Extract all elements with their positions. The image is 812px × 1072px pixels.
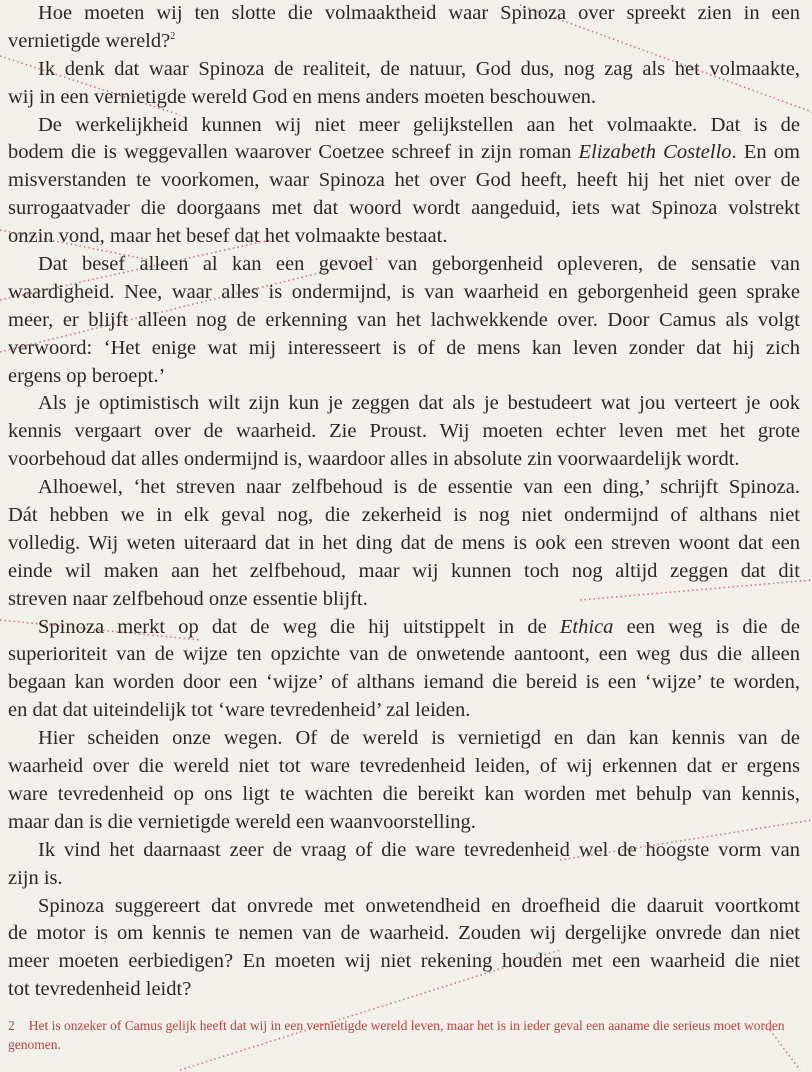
text-segment: misverstanden te voorkomen, waar Spinoza het over God heeft, heeft hij het niet over de bbox=[8, 169, 800, 192]
text-line bbox=[8, 725, 800, 753]
text-segment: maar dan is die vernietigde wereld een waanvoorstelling. bbox=[8, 810, 476, 833]
text-line bbox=[8, 976, 800, 1004]
text-line bbox=[8, 167, 800, 195]
text-line bbox=[8, 809, 800, 837]
text-line bbox=[8, 363, 800, 391]
footnote-text: Het is onzeker of Camus gelijk heeft dat wij in een vernietigde wereld leven, maar het is in ieder geval een aaname die serieus moet worden genomen. bbox=[8, 1018, 785, 1052]
text-line bbox=[8, 586, 800, 614]
text-line bbox=[8, 251, 800, 279]
text-line bbox=[8, 223, 800, 251]
text-segment: streven naar zelfbehoud onze essentie blijft. bbox=[8, 587, 368, 610]
text-segment: De werkelijkheid kunnen wij niet meer gelijkstellen aan het volmaakte. Dat is de bbox=[38, 113, 800, 136]
text-line bbox=[8, 502, 800, 530]
text-segment: Spinoza suggereert dat onvrede met onwetendheid en droefheid die daaruit voortkomt bbox=[38, 894, 800, 917]
text-segment: ware tevredenheid op ons ligt te wachten die bereikt kan worden met behulp van kennis, bbox=[8, 782, 800, 805]
text-segment: de motor is om kennis te nemen van de waarheid. Zouden wij dergelijke onvrede dan niet bbox=[8, 922, 800, 945]
paragraph bbox=[8, 474, 800, 613]
text-line bbox=[8, 390, 800, 418]
footnote-number: 2 bbox=[8, 1018, 15, 1033]
text-segment: Dat besef alleen al kan een gevoel van geborgenheid opleveren, de sensatie van bbox=[38, 253, 800, 276]
paragraph bbox=[8, 56, 800, 112]
text-segment: . En om bbox=[731, 141, 800, 164]
text-segment: Ik denk dat waar Spinoza de realiteit, de natuur, God dus, nog zag als het volmaakte, bbox=[38, 57, 800, 80]
text-line bbox=[8, 530, 800, 558]
paragraph bbox=[8, 614, 800, 726]
paragraph bbox=[8, 390, 800, 474]
text-segment: onzin vond, maar het besef dat het volmaakte bestaat. bbox=[8, 225, 448, 248]
text-line bbox=[8, 697, 800, 725]
text-segment: Spinoza merkt op dat de weg die hij uitstippelt in de bbox=[38, 615, 560, 638]
text-line bbox=[8, 28, 800, 56]
text-segment: waarheid over die wereld niet tot ware tevredenheid leiden, of wij erkennen dat er ergens bbox=[8, 755, 800, 778]
text-line bbox=[8, 753, 800, 781]
paragraph bbox=[8, 893, 800, 1005]
paragraph bbox=[8, 837, 800, 893]
text-segment: tot tevredenheid leidt? bbox=[8, 978, 192, 1001]
paragraph bbox=[8, 0, 800, 56]
text-line bbox=[8, 279, 800, 307]
text-segment: surrogaatvader die doorgaans met dat woord wordt aangeduid, iets wat Spinoza volstrekt bbox=[8, 197, 800, 220]
text-segment: volledig. Wij weten uiteraard dat in het ding dat de mens is ook een streven woont dat een bbox=[8, 531, 800, 554]
text-line bbox=[8, 112, 800, 140]
text-segment: een weg is die de bbox=[613, 615, 801, 638]
text-segment: Dát hebben we in elk geval nog, die zekerheid is nog niet ondermijnd of althans niet bbox=[8, 504, 800, 527]
text-segment: ergens op beroept.’ bbox=[8, 364, 166, 387]
text-segment: en dat dat uiteindelijk tot ‘ware tevredenheid’ zal leiden. bbox=[8, 699, 471, 722]
text-line bbox=[8, 446, 800, 474]
text-line bbox=[8, 614, 800, 642]
text-segment: Hoe moeten wij ten slotte die volmaaktheid waar Spinoza over spreekt zien in een bbox=[38, 2, 800, 24]
text-segment: begaan kan worden door een ‘wijze’ of althans iemand die bereid is een ‘wijze’ te worden, bbox=[8, 671, 800, 694]
text-segment: superioriteit van de wijze ten opzichte van de onwetende aantoont, een weg dus die alleen bbox=[8, 643, 800, 666]
italic-title: Elizabeth Costello bbox=[578, 141, 732, 164]
text-segment: Als je optimistisch wilt zijn kun je zeggen dat als je bestudeert wat jou verteert je ook bbox=[38, 392, 800, 415]
text-segment: zijn is. bbox=[8, 866, 63, 889]
text-line bbox=[8, 307, 800, 335]
footnote bbox=[8, 1016, 788, 1054]
text-segment: vernietigde wereld? bbox=[8, 29, 171, 52]
text-segment: Alhoewel, ‘het streven naar zelfbehoud is de essentie van een ding,’ schrijft Spinoza. bbox=[38, 476, 800, 499]
text-segment: einde wil maken aan het zelfbehoud, maar wij kunnen toch nog altijd zeggen dat dit bbox=[8, 559, 800, 582]
text-line bbox=[8, 837, 800, 865]
text-line bbox=[8, 56, 800, 84]
paragraph bbox=[8, 251, 800, 390]
text-line bbox=[8, 781, 800, 809]
text-segment: meer, er blijft alleen nog de erkenning van het lachwekkende over. Door Camus als volgt bbox=[8, 308, 800, 331]
text-line bbox=[8, 474, 800, 502]
text-line bbox=[8, 865, 800, 893]
text-line bbox=[8, 920, 800, 948]
italic-title: Ethica bbox=[559, 615, 614, 638]
text-line bbox=[8, 335, 800, 363]
text-segment: waardigheid. Nee, waar alles is ondermijnd, is van waarheid en geborgenheid geen sprake bbox=[8, 280, 800, 303]
text-segment: Hier scheiden onze wegen. Of de wereld is vernietigd en dan kan kennis van de bbox=[38, 727, 800, 750]
paragraph bbox=[8, 725, 800, 837]
text-segment: kennis vergaart over de waarheid. Zie Proust. Wij moeten echter leven met het grote bbox=[8, 420, 800, 443]
text-line bbox=[8, 641, 800, 669]
text-segment: voorbehoud dat alles ondermijnd is, waardoor alles in absolute zin voorwaardelijk wordt. bbox=[8, 448, 740, 471]
text-line bbox=[8, 558, 800, 586]
text-segment: wij in een vernietigde wereld God en mens anders moeten beschouwen. bbox=[8, 85, 597, 108]
text-line bbox=[8, 84, 800, 112]
text-segment: verwoord: ‘Het enige wat mij interesseert is of de mens kan leven zonder dat hij zich bbox=[8, 336, 800, 359]
footnote-reference: 2 bbox=[170, 30, 176, 42]
text-line bbox=[8, 669, 800, 697]
text-segment: meer moeten eerbiedigen? En moeten wij niet rekening houden met een waarheid die niet bbox=[8, 950, 800, 973]
text-line bbox=[8, 893, 800, 921]
text-segment: Ik vind het daarnaast zeer de vraag of die ware tevredenheid wel de hoogste vorm van bbox=[38, 838, 800, 861]
text-line bbox=[8, 139, 800, 167]
body-text bbox=[8, 0, 800, 1004]
text-segment: bodem die is weggevallen waarover Coetzee schreef in zijn roman bbox=[8, 141, 579, 164]
paragraph bbox=[8, 112, 800, 251]
text-line bbox=[8, 0, 800, 28]
text-line bbox=[8, 195, 800, 223]
text-line bbox=[8, 948, 800, 976]
text-line bbox=[8, 418, 800, 446]
